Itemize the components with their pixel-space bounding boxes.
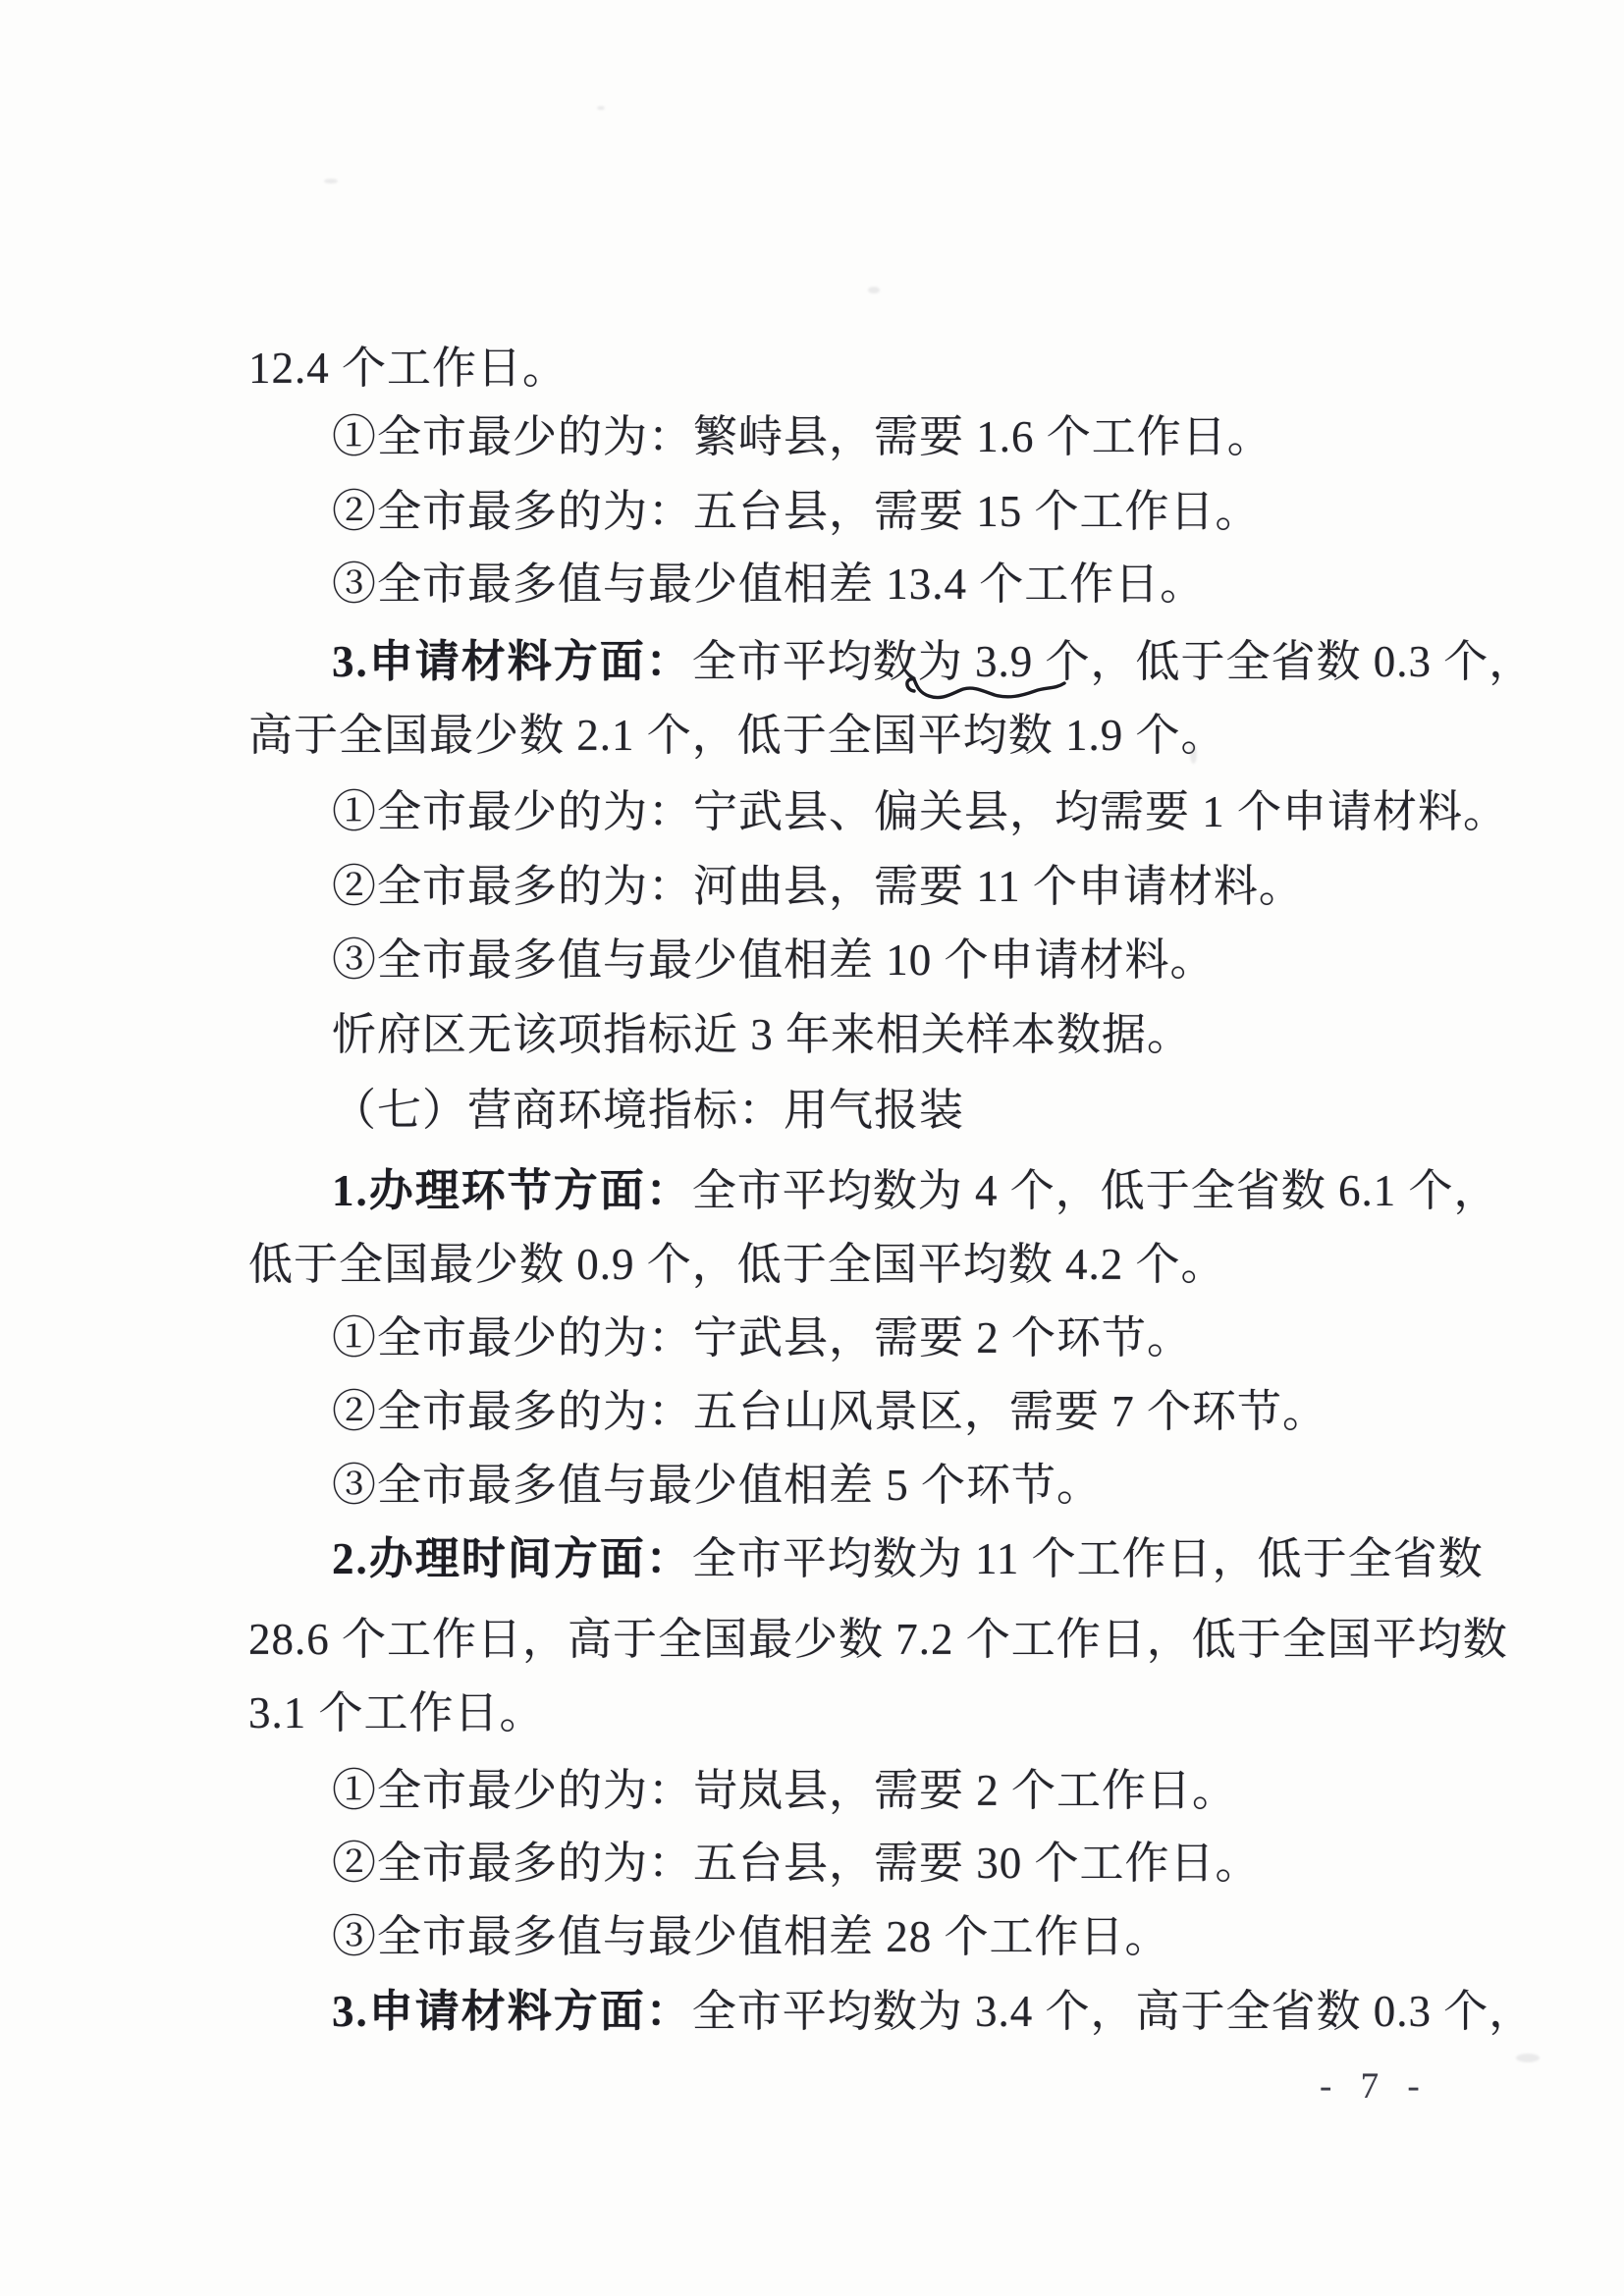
- heading-lead: 3.申请材料方面：: [332, 637, 692, 686]
- doc-line: [332, 1459, 1102, 1512]
- line-text: ②全市最多的为：五台县，需要 15 个工作日。: [332, 487, 1261, 536]
- page-number: - 7 -: [1320, 2066, 1430, 2107]
- handwritten-wavy-underline-icon: [901, 670, 1070, 700]
- line-text: ②全市最多的为：河曲县，需要 11 个申请材料。: [332, 862, 1304, 911]
- doc-line: [248, 1686, 545, 1739]
- heading-lead: 3.申请材料方面：: [332, 1987, 692, 2036]
- line-text: ①全市最少的为：岢岚县，需要 2 个工作日。: [332, 1766, 1238, 1815]
- line-text: ①全市最少的为：繁峙县，需要 1.6 个工作日。: [332, 412, 1272, 461]
- doc-line: [332, 1311, 1192, 1364]
- line-text: ③全市最多值与最少值相差 10 个申请材料。: [332, 935, 1216, 985]
- doc-line: [332, 1532, 1484, 1585]
- doc-line: [332, 934, 1216, 987]
- doc-line: [332, 1164, 1499, 1217]
- line-text: 高于全国最少数 2.1 个，低于全国平均数 1.9 个。: [248, 711, 1226, 760]
- line-text: ③全市最多值与最少值相差 13.4 个工作日。: [332, 560, 1206, 609]
- line-text: 全市平均数为 3.4 个，高于全省数 0.3 个，: [691, 1987, 1535, 2036]
- line-text: ②全市最多的为：五台县，需要 30 个工作日。: [332, 1839, 1261, 1888]
- line-text: （七）营商环境指标：用气报装: [332, 1086, 965, 1135]
- doc-line: [332, 1764, 1237, 1817]
- doc-line: [332, 860, 1304, 913]
- line-text: 全市平均数为 3.9 个，低于全省数 0.3 个，: [691, 637, 1535, 686]
- line-text: 忻府区无该项指标近 3 年来相关样本数据。: [332, 1010, 1193, 1059]
- scan-speck: [1516, 2054, 1540, 2062]
- heading-lead: 1.办理环节方面：: [332, 1166, 692, 1215]
- line-text: ①全市最少的为：宁武县、偏关县，均需要 1 个申请材料。: [332, 787, 1509, 836]
- line-text: ③全市最多值与最少值相差 5 个环节。: [332, 1461, 1103, 1510]
- doc-line: [248, 1238, 1226, 1291]
- line-text: 28.6 个工作日，高于全国最少数 7.2 个工作日，低于全国平均数: [248, 1615, 1508, 1664]
- line-text: 3.1 个工作日。: [248, 1688, 545, 1737]
- line-text: ③全市最多值与最少值相差 28 个工作日。: [332, 1912, 1170, 1961]
- scan-speck: [324, 179, 338, 184]
- line-text: ①全市最少的为：宁武县，需要 2 个环节。: [332, 1313, 1193, 1362]
- doc-line: [332, 410, 1272, 463]
- line-text: 全市平均数为 4 个，低于全省数 6.1 个，: [691, 1166, 1499, 1215]
- doc-line: [248, 1613, 1508, 1666]
- doc-line: [332, 1837, 1261, 1890]
- doc-line section-heading: [332, 1084, 964, 1137]
- scan-speck: [1190, 744, 1197, 764]
- scan-speck: [868, 287, 880, 294]
- doc-line: [332, 1008, 1192, 1061]
- doc-line: [332, 558, 1205, 611]
- doc-line: [248, 342, 568, 395]
- scan-speck: [597, 106, 605, 110]
- line-text: 全市平均数为 11 个工作日，低于全省数: [691, 1534, 1484, 1583]
- doc-line: [332, 1985, 1534, 2038]
- line-text: 12.4 个工作日。: [248, 344, 568, 393]
- doc-line: [248, 709, 1226, 762]
- line-text: 低于全国最少数 0.9 个，低于全国平均数 4.2 个。: [248, 1240, 1226, 1289]
- doc-line: [332, 785, 1508, 838]
- doc-line: [332, 485, 1261, 538]
- line-text: ②全市最多的为：五台山风景区，需要 7 个环节。: [332, 1387, 1328, 1436]
- doc-line: [332, 1385, 1327, 1438]
- doc-line: [332, 1910, 1170, 1963]
- heading-lead: 2.办理时间方面：: [332, 1534, 692, 1583]
